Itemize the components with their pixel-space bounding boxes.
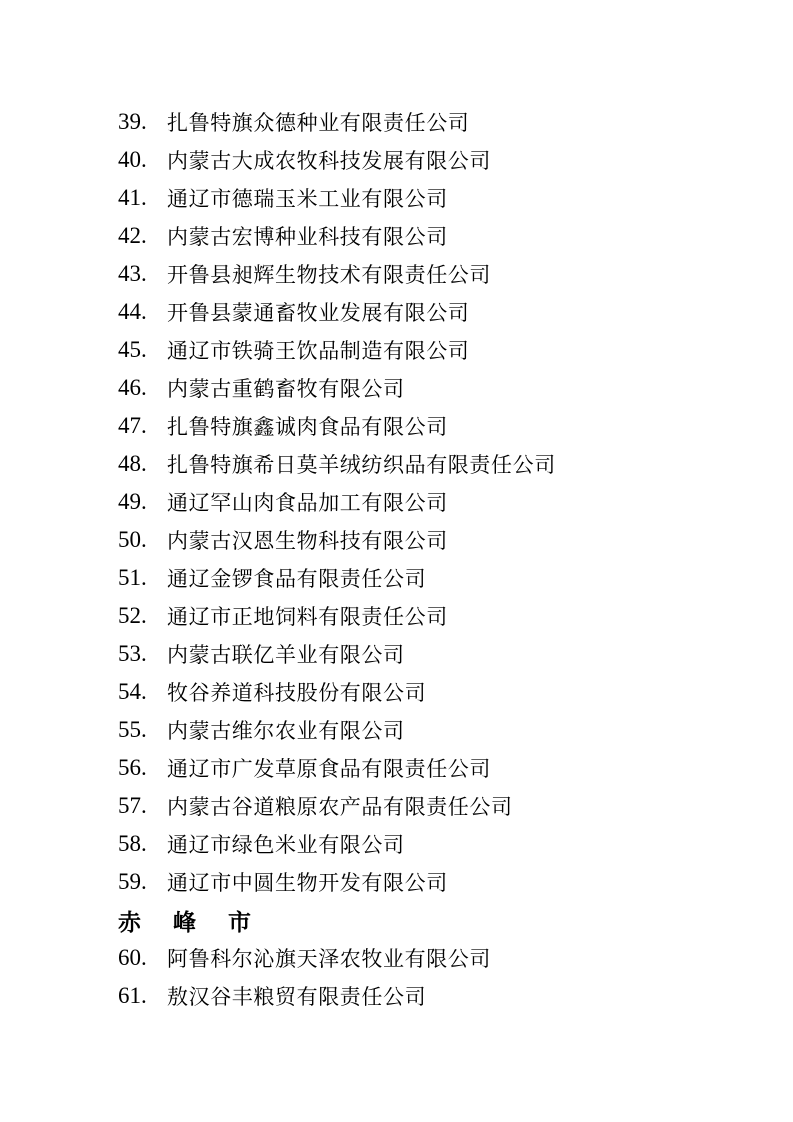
list-item-company-name: 通辽市德瑞玉米工业有限公司	[167, 187, 448, 211]
list-item	[118, 369, 763, 407]
list-item-company-name: 通辽市中圆生物开发有限公司	[167, 871, 448, 895]
list-item-number: 61.	[118, 983, 147, 1008]
list-item-number: 46.	[118, 375, 147, 400]
list-item	[118, 483, 763, 521]
list-item	[118, 749, 763, 787]
list-item-company-name: 通辽市广发草原食品有限责任公司	[167, 757, 491, 781]
list-item	[118, 217, 763, 255]
list-item-company-name: 阿鲁科尔沁旗天泽农牧业有限公司	[167, 947, 491, 971]
list-item	[118, 635, 763, 673]
list-item-company-name: 内蒙古宏博种业科技有限公司	[167, 225, 448, 249]
list-item	[118, 141, 763, 179]
list-item-company-name: 扎鲁特旗鑫诚肉食品有限公司	[167, 415, 448, 439]
list-item-company-name: 开鲁县蒙通畜牧业发展有限公司	[167, 301, 470, 325]
list-item-company-name: 牧谷养道科技股份有限公司	[167, 681, 427, 705]
list-item-number: 58.	[118, 831, 147, 856]
list-item-company-name: 通辽市正地饲料有限责任公司	[167, 605, 448, 629]
list-item-number: 50.	[118, 527, 147, 552]
list-item-company-name: 内蒙古重鹤畜牧有限公司	[167, 377, 405, 401]
list-item-number: 43.	[118, 261, 147, 286]
list-item-number: 55.	[118, 717, 147, 742]
list-item-number: 52.	[118, 603, 147, 628]
list-item	[118, 521, 763, 559]
list-item	[118, 711, 763, 749]
list-item-company-name: 内蒙古汉恩生物科技有限公司	[167, 529, 448, 553]
list-item-company-name: 开鲁县昶辉生物技术有限责任公司	[167, 263, 491, 287]
list-item-number: 40.	[118, 147, 147, 172]
list-item-company-name: 通辽罕山肉食品加工有限公司	[167, 491, 448, 515]
list-item-number: 41.	[118, 185, 147, 210]
list-item-number: 47.	[118, 413, 147, 438]
list-item-company-name: 通辽金锣食品有限责任公司	[167, 567, 427, 591]
list-item-number: 56.	[118, 755, 147, 780]
list-item-number: 57.	[118, 793, 147, 818]
list-item	[118, 179, 763, 217]
list-item-company-name: 通辽市绿色米业有限公司	[167, 833, 405, 857]
list-item-company-name: 内蒙古谷道粮原农产品有限责任公司	[167, 795, 513, 819]
list-item	[118, 787, 763, 825]
list-item	[118, 977, 763, 1015]
list-item	[118, 407, 763, 445]
list-item-company-name: 扎鲁特旗希日莫羊绒纺织品有限责任公司	[167, 453, 556, 477]
list-item-number: 49.	[118, 489, 147, 514]
list-item	[118, 331, 763, 369]
company-list	[118, 103, 763, 1015]
list-item	[118, 445, 763, 483]
list-item-number: 51.	[118, 565, 147, 590]
list-item-number: 48.	[118, 451, 147, 476]
list-item-company-name: 内蒙古联亿羊业有限公司	[167, 643, 405, 667]
list-item-number: 44.	[118, 299, 147, 324]
list-item	[118, 673, 763, 711]
list-item	[118, 255, 763, 293]
list-item-number: 39.	[118, 109, 147, 134]
list-item	[118, 939, 763, 977]
list-item-number: 42.	[118, 223, 147, 248]
list-item	[118, 863, 763, 901]
list-item	[118, 103, 763, 141]
list-item-number: 59.	[118, 869, 147, 894]
list-item	[118, 825, 763, 863]
list-item-company-name: 通辽市铁骑王饮品制造有限公司	[167, 339, 470, 363]
list-item	[118, 293, 763, 331]
list-item-company-name: 内蒙古大成农牧科技发展有限公司	[167, 149, 491, 173]
list-item-number: 53.	[118, 641, 147, 666]
section-heading-city: 赤峰市	[118, 908, 283, 935]
list-item-company-name: 内蒙古维尔农业有限公司	[167, 719, 405, 743]
list-item-number: 45.	[118, 337, 147, 362]
list-item-number: 60.	[118, 945, 147, 970]
list-item-number: 54.	[118, 679, 147, 704]
list-item-company-name: 扎鲁特旗众德种业有限责任公司	[167, 111, 470, 135]
list-item	[118, 559, 763, 597]
list-item-company-name: 敖汉谷丰粮贸有限责任公司	[167, 985, 427, 1009]
list-item	[118, 597, 763, 635]
